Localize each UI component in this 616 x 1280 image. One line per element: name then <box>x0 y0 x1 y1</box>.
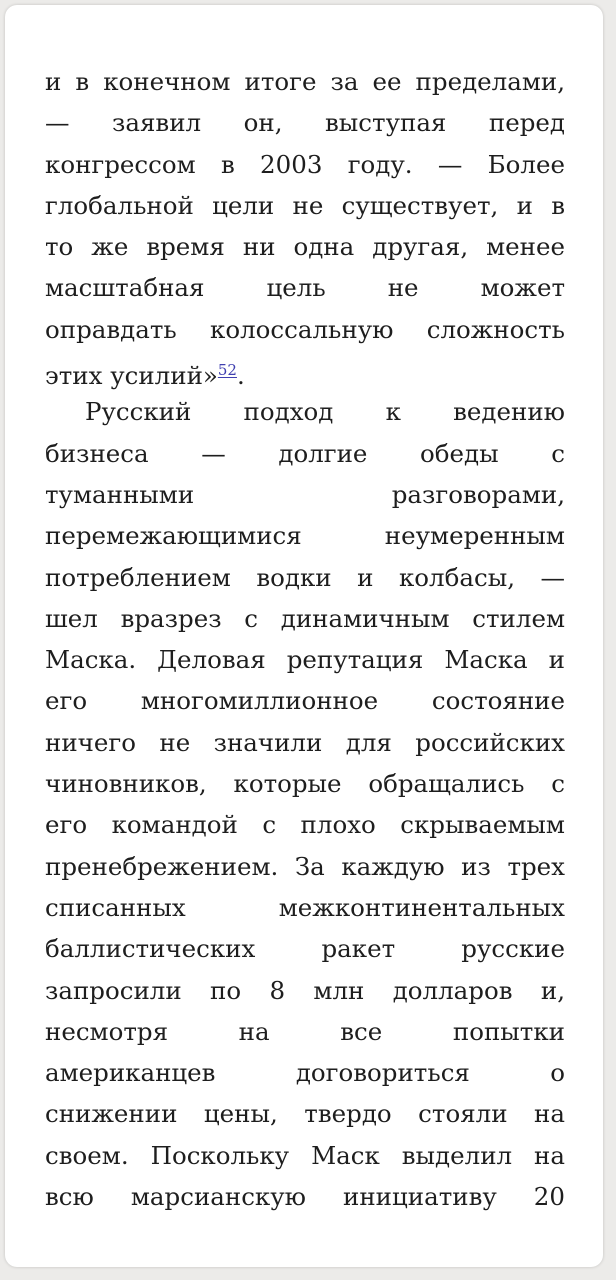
text-line: бизнеса — долгие обеды с <box>45 438 565 468</box>
text-line: и в конечном итоге за ее пределами, <box>45 67 565 96</box>
book-text <box>45 61 565 1217</box>
text-line-last-content: этих усилий» <box>45 361 218 391</box>
text-line: шел вразрез с динамичным стилем <box>45 603 565 633</box>
text-line: туманными разговорами, <box>45 479 565 509</box>
text-line: масштабная цель не может <box>45 273 565 303</box>
text-line: всю марсианскую инициативу 20 <box>45 1182 565 1212</box>
text-line: пренебрежением. За каждую из трех <box>45 851 565 881</box>
text-line: потреблением водки и колбасы, — <box>45 562 565 592</box>
paragraph-2 <box>45 391 565 1217</box>
text-line: Маска. Деловая репутация Маска и <box>45 645 565 675</box>
text-line: снижении цены, твердо стояли на <box>45 1099 565 1129</box>
text-line: списанных межконтинентальных <box>45 892 565 922</box>
text-line: баллистических ракет русские <box>45 934 565 964</box>
text-line: его многомиллионное состояние <box>45 686 565 716</box>
text-line-last <box>45 350 565 391</box>
footnote-link[interactable]: 52 <box>217 361 237 380</box>
text-line: своем. Поскольку Маск выделил на <box>45 1140 565 1170</box>
text-line: несмотря на все попытки <box>45 1016 565 1046</box>
book-page <box>5 5 603 1267</box>
text-line: ничего не значили для российских <box>45 727 565 757</box>
text-line: то же время ни одна другая, менее <box>45 232 565 262</box>
text-line: оправдать колоссальную сложность <box>45 314 565 344</box>
text-line: чиновников, которые обращались с <box>45 769 565 799</box>
text-line: американцев договориться о <box>45 1058 565 1088</box>
paragraph-1 <box>45 61 565 391</box>
text-line: его командой с плохо скрываемым <box>45 810 565 840</box>
text-line: — заявил он, выступая перед <box>45 108 565 138</box>
text-line: Русский подход к ведению <box>85 397 565 427</box>
text-line: запросили по 8 млн долларов и, <box>45 975 565 1005</box>
text-line: конгрессом в 2003 году. — Более <box>45 149 565 179</box>
sentence-end: . <box>236 361 245 391</box>
text-line: глобальной цели не существует, и в <box>45 190 565 220</box>
text-line: перемежающимися неумеренным <box>45 521 565 551</box>
